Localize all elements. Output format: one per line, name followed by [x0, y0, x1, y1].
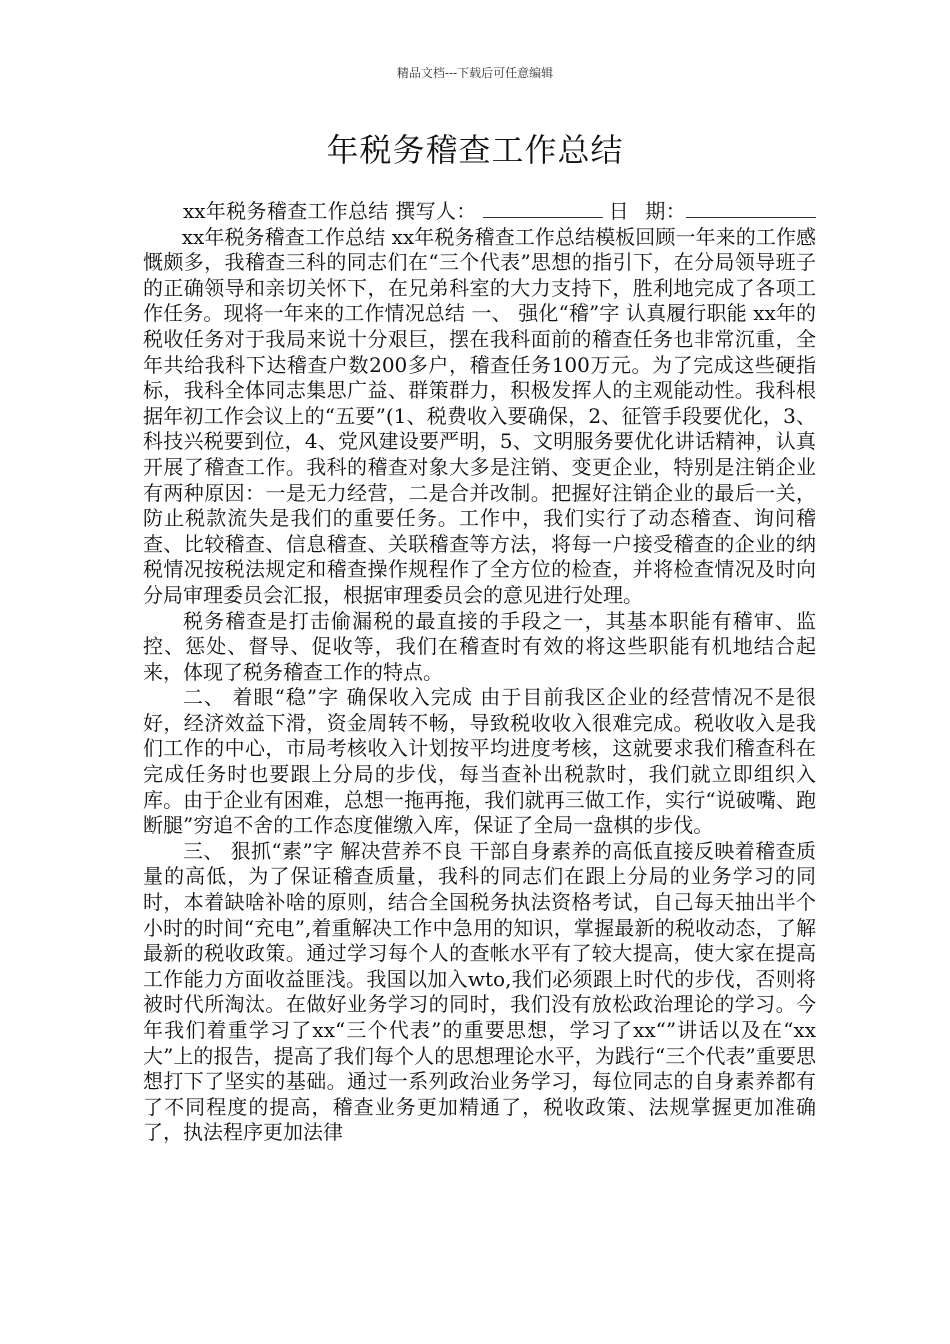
document-title: 年税务稽查工作总结 — [326, 131, 624, 169]
author-blank — [483, 199, 603, 218]
document-body — [143, 199, 816, 1146]
date-blank-b — [726, 199, 816, 218]
date-blank-a — [686, 199, 726, 218]
body-paragraph-1: 税务稽查是打击偷漏税的最直接的手段之一，其基本职能有稽审、监控、惩处、督导、促收等，我们在稽查时有效的将这些职能有机地结合起来，体现了税务稽查工作的特点。 — [143, 608, 816, 684]
intro-paragraph — [143, 199, 816, 609]
page-header-note: 精品文档---下载后可任意编辑 — [396, 66, 554, 80]
intro-text: xx年税务稽查工作总结 xx年税务稽查工作总结模板回顾一年来的工作感慨颇多，我稽查三科的同志们在“三个代表”思想的指引下，在分局领导班子的正确领导和亲切关怀下，在兄弟科室的大力支持下，胜利地完成了各项工作任务。现将一年来的工作情况总结 一、 强化“稽”字 认真履行职能 xx年的税收任务对于我局来说十分艰巨，摆在我科面前的稽查任务也非常沉重，全年共给我科下达稽查户数200多户，稽查任务100万元。为了完成这些硬指标，我科全体同志集思广益、群策群力，积极发挥人的主观能动性。我科根据年初工作会议上的“五要”(1、税费收入要确保，2、征管手段要优化，3、科技兴税要到位，4、党风建设要严明，5、文明服务要优化讲话精神，认真开展了稽查工作。我科的稽查对象大多是注销、变更企业，特别是注销企业有两种原因：一是无力经营，二是合并改制。把握好注销企业的最后一关，防止税款流失是我们的重要任务。工作中，我们实行了动态稽查、询问稽查、比较稽查、信息稽查、关联稽查等方法，将每一户接受稽查的企业的纳税情况按税法规定和稽查操作规程作了全方位的检查，并将检查情况及时向分局审理委员会汇报，根据审理委员会的意见进行处理。 — [143, 224, 816, 607]
date-label-1: 日 — [608, 199, 630, 223]
body-paragraph-2: 二、 着眼“稳”字 确保收入完成 由于目前我区企业的经营情况不是很好，经济效益下滑，资金周转不畅，导致税收收入很难完成。税收收入是我们工作的中心，市局考核收入计划按平均进度考核，这就要求我们稽查科在完成任务时也要跟上分局的步伐，每当查补出税款时，我们就立即组织入库。由于企业有困难，总想一拖再拖，我们就再三做工作，实行“说破嘴、跑断腿”穷追不舍的工作态度催缴入库，保证了全局一盘棋的步伐。 — [143, 685, 816, 838]
body-paragraph-3: 三、 狠抓“素”字 解决营养不良 干部自身素养的高低直接反映着稽查质量的高低，为了保证稽查质量，我科的同志们在跟上分局的业务学习的同时，本着缺啥补啥的原则，结合全国税务执法资格考试，自己每天抽出半个小时的时间“充电”,着重解决工作中急用的知识，掌握最新的税收动态，了解最新的税收政策。通过学习每个人的查帐水平有了较大提高，使大家在提高工作能力方面收益匪浅。我国以加入wto,我们必须跟上时代的步伐，否则将被时代所淘汰。在做好业务学习的同时，我们没有放松政治理论的学习。今年我们着重学习了xx“三个代表”的重要思想，学习了xx“”讲话以及在“xx大”上的报告，提高了我们每个人的思想理论水平，为践行“三个代表”重要思想打下了坚实的基础。通过一系列政治业务学习，每位同志的自身素养都有了不同程度的提高，稽查业务更加精通了，税收政策、法规掌握更加准确了，执法程序更加法律 — [143, 838, 816, 1145]
intro-heading: xx年税务稽查工作总结 — [183, 199, 389, 223]
date-label-2: 期： — [645, 199, 687, 223]
author-label: 撰写人： — [395, 199, 477, 223]
